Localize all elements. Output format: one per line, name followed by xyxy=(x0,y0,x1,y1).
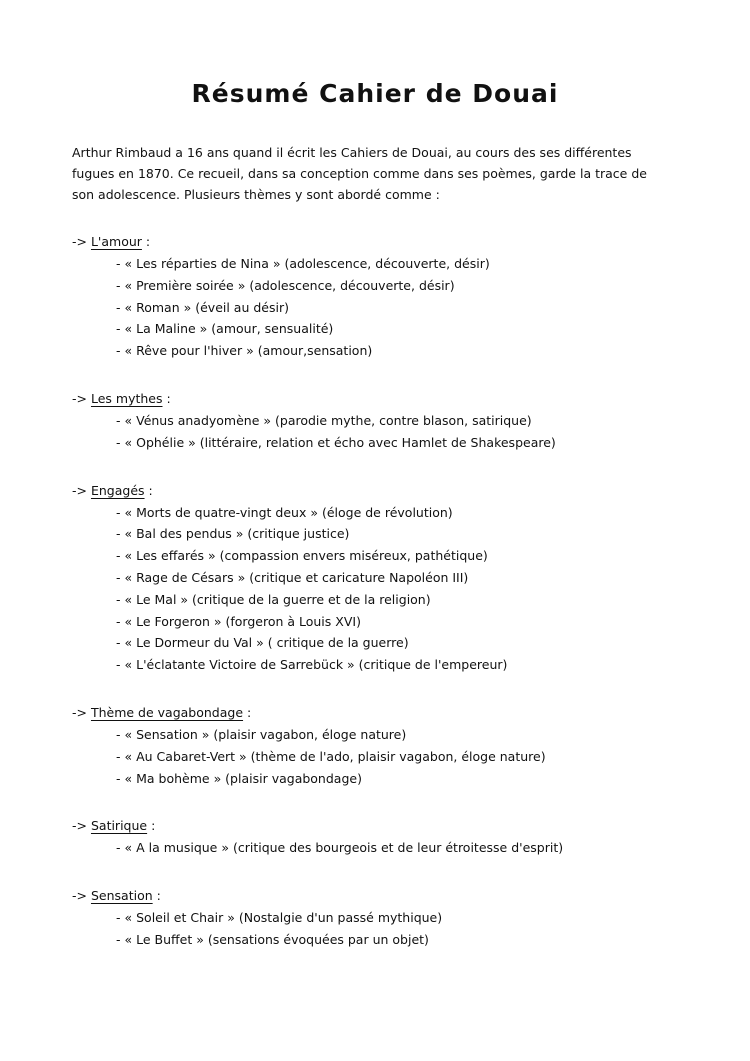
item-prefix: - « xyxy=(116,726,137,742)
theme-section xyxy=(72,885,750,951)
arrow-marker: -> xyxy=(72,390,87,406)
theme-section xyxy=(72,702,750,789)
poem-list xyxy=(72,724,750,789)
item-prefix: - « xyxy=(116,343,137,359)
arrow-marker: -> xyxy=(72,888,87,904)
poem-item xyxy=(116,724,750,746)
section-title: Engagés xyxy=(90,482,145,498)
poem-text: Les effarés » (compassion envers miséreux, pathétique) xyxy=(136,548,488,564)
poem-item xyxy=(116,253,750,275)
section-heading: -> L'amour : xyxy=(72,234,151,249)
item-prefix: - « xyxy=(116,256,137,271)
item-prefix: - « xyxy=(116,770,137,786)
poem-text: Roman » (éveil au désir) xyxy=(136,299,289,315)
section-heading: -> Satirique : xyxy=(72,818,156,834)
poem-item xyxy=(116,907,750,929)
poem-text: Le Buffet » (sensations évoquées par un objet) xyxy=(136,931,429,947)
item-prefix: - « xyxy=(116,748,137,764)
arrow-marker: -> xyxy=(72,818,87,834)
item-prefix: - « xyxy=(116,635,137,651)
poem-item xyxy=(116,410,750,432)
poem-text: Ma bohème » (plaisir vagabondage) xyxy=(136,770,362,786)
poem-item xyxy=(116,523,750,545)
poem-item xyxy=(116,654,750,676)
poem-item xyxy=(116,432,750,454)
section-heading: -> Sensation : xyxy=(72,888,161,904)
item-prefix: - « xyxy=(116,277,137,293)
section-heading: -> Thème de vagabondage : xyxy=(72,704,252,720)
item-prefix: - « xyxy=(116,657,137,673)
item-prefix: - « xyxy=(116,434,137,450)
poem-text: Soleil et Chair » (Nostalgie d'un passé mythique) xyxy=(136,910,443,926)
page-title: Résumé Cahier de Douai xyxy=(191,79,559,108)
item-prefix: - « xyxy=(116,299,137,315)
arrow-marker: -> xyxy=(72,234,87,249)
poem-item xyxy=(116,318,750,340)
item-prefix: - « xyxy=(116,569,137,585)
poem-text: Les réparties de Nina » (adolescence, découverte, désir) xyxy=(136,256,490,271)
poem-text: Le Forgeron » (forgeron à Louis XVI) xyxy=(136,613,361,629)
poem-text: Le Dormeur du Val » ( critique de la guerre) xyxy=(136,635,409,651)
arrow-marker: -> xyxy=(72,482,87,498)
intro-paragraph: Arthur Rimbaud a 16 ans quand il écrit les Cahiers de Douai, au cours des ses différentes fugues en 1870. Ce recueil, dans sa conception comme dans ses poèmes, garde la trace de son adolescence. Plusieurs thèmes y sont abordé comme : xyxy=(72,145,647,202)
poem-item xyxy=(116,632,750,654)
theme-section xyxy=(72,480,750,676)
item-prefix: - « xyxy=(116,526,137,542)
section-heading: -> Les mythes : xyxy=(72,390,171,406)
poem-list xyxy=(72,502,750,676)
poem-text: Le Mal » (critique de la guerre et de la religion) xyxy=(136,591,431,607)
poem-item xyxy=(116,589,750,611)
poem-text: Vénus anadyomène » (parodie mythe, contre blason, satirique) xyxy=(136,412,532,428)
themes-list xyxy=(72,231,750,951)
item-prefix: - « xyxy=(116,910,137,926)
section-title: Sensation xyxy=(90,888,153,904)
poem-text: Morts de quatre-vingt deux » (éloge de révolution) xyxy=(136,504,453,520)
item-prefix: - « xyxy=(116,931,137,947)
theme-section xyxy=(72,815,750,859)
poem-item xyxy=(116,502,750,524)
item-prefix: - « xyxy=(116,321,137,337)
poem-text: Sensation » (plaisir vagabon, éloge nature) xyxy=(136,726,407,742)
poem-text: Rage de Césars » (critique et caricature Napoléon III) xyxy=(136,569,469,585)
poem-item xyxy=(116,929,750,951)
poem-item xyxy=(116,567,750,589)
poem-item xyxy=(116,746,750,768)
poem-item xyxy=(116,611,750,633)
poem-text: Bal des pendus » (critique justice) xyxy=(136,526,350,542)
poem-text: Rêve pour l'hiver » (amour,sensation) xyxy=(136,343,373,359)
section-title: Thème de vagabondage xyxy=(90,704,244,720)
item-prefix: - « xyxy=(116,613,137,629)
poem-list xyxy=(72,253,750,362)
item-prefix: - « xyxy=(116,504,137,520)
poem-text: A la musique » (critique des bourgeois et de leur étroitesse d'esprit) xyxy=(136,840,564,856)
section-heading: -> Engagés : xyxy=(72,482,153,498)
poem-item xyxy=(116,545,750,567)
section-title: L'amour xyxy=(90,234,142,249)
poem-item xyxy=(116,297,750,319)
poem-text: Ophélie » (littéraire, relation et écho avec Hamlet de Shakespeare) xyxy=(136,434,556,450)
arrow-marker: -> xyxy=(72,704,87,720)
poem-text: La Maline » (amour, sensualité) xyxy=(136,321,334,337)
poem-list xyxy=(72,907,750,951)
poem-text: Première soirée » (adolescence, découverte, désir) xyxy=(136,277,455,293)
poem-item xyxy=(116,275,750,297)
item-prefix: - « xyxy=(116,591,137,607)
poem-text: L'éclatante Victoire de Sarrebück » (critique de l'empereur) xyxy=(136,657,508,673)
item-prefix: - « xyxy=(116,412,137,428)
poem-list xyxy=(72,410,750,454)
theme-section xyxy=(72,388,750,454)
section-title: Les mythes xyxy=(90,390,163,406)
item-prefix: - « xyxy=(116,548,137,564)
poem-item xyxy=(116,768,750,790)
poem-list xyxy=(72,837,750,859)
item-prefix: - « xyxy=(116,840,137,856)
theme-section xyxy=(72,231,750,362)
section-title: Satirique xyxy=(90,818,148,834)
poem-item xyxy=(116,340,750,362)
poem-item xyxy=(116,837,750,859)
poem-text: Au Cabaret-Vert » (thème de l'ado, plaisir vagabon, éloge nature) xyxy=(136,748,546,764)
